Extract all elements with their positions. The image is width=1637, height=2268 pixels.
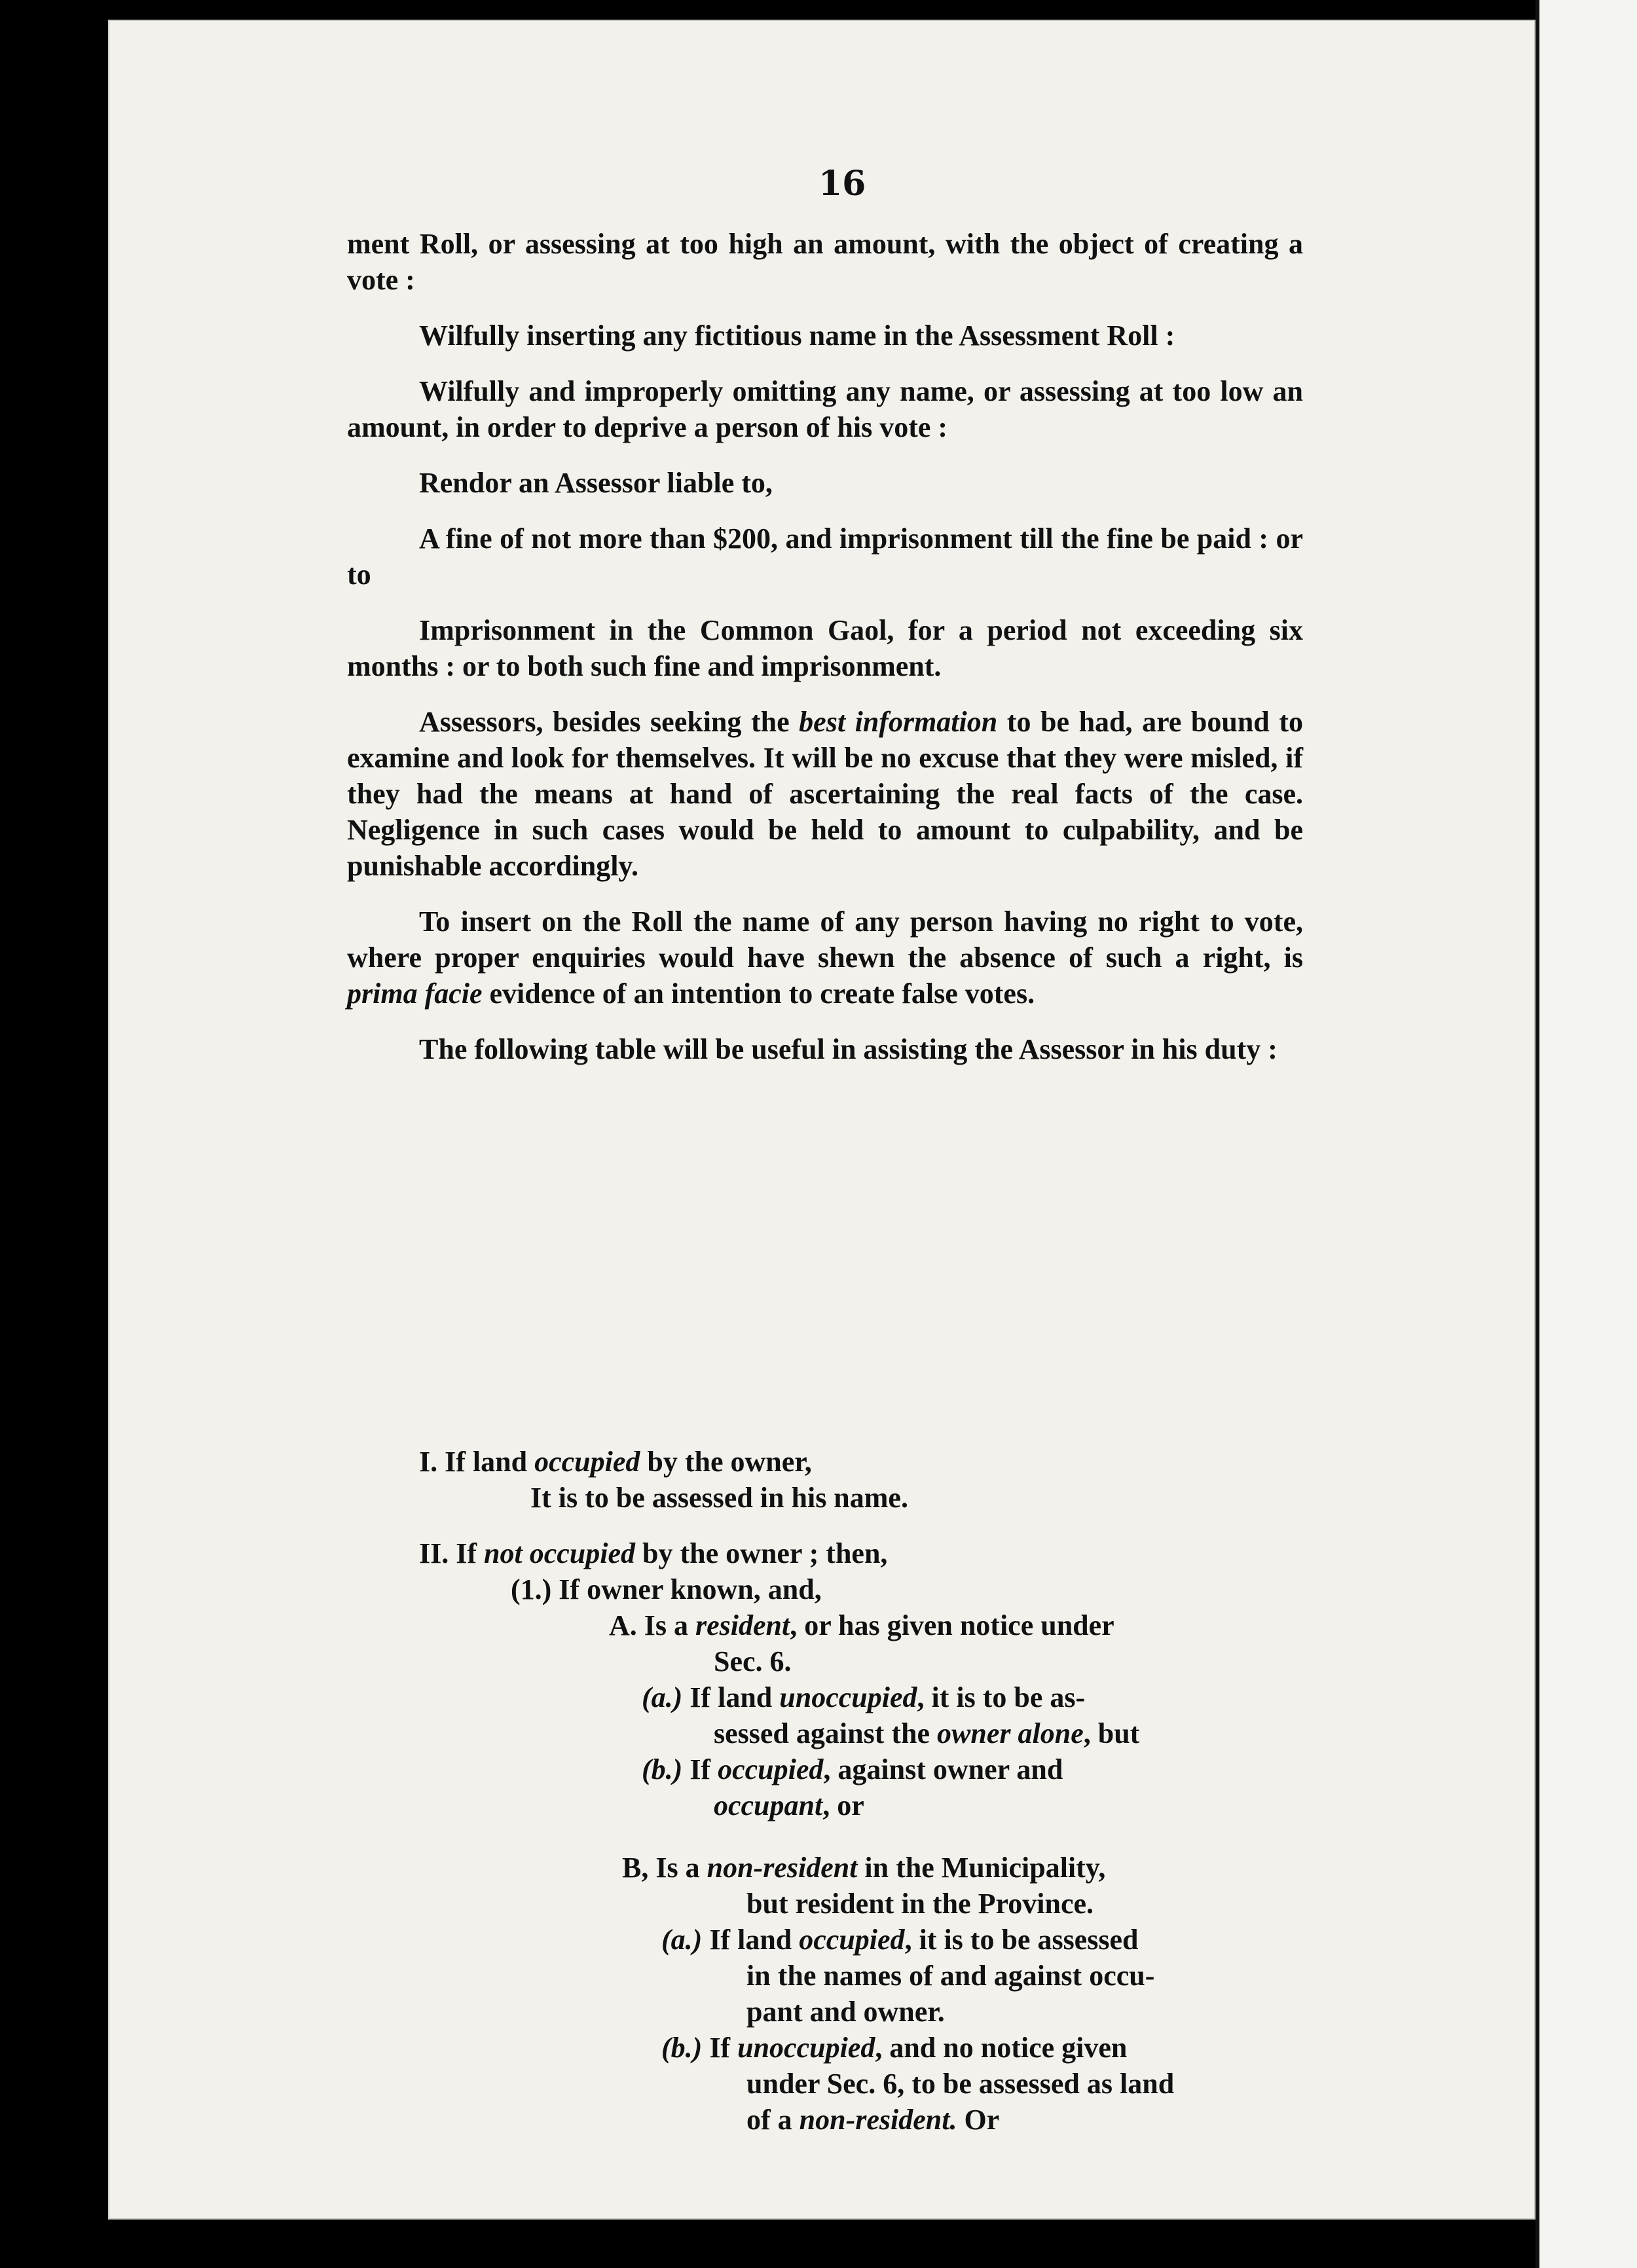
adjacent-page-edge (1536, 0, 1637, 2268)
paragraph-table-intro: The following table will be useful in assisting the Assessor in his duty : (419, 1033, 1278, 1065)
body-text (347, 226, 1303, 1087)
list-item-B-a: (a.) If land occupied, it is to be assessed (661, 1924, 1139, 1956)
list-item-A: A. Is a resident, or has given notice under (609, 1609, 1114, 1641)
list-item-A-cont: Sec. 6. (714, 1645, 792, 1677)
list-item-B-b: (b.) If unoccupied, and no notice given (661, 2032, 1128, 2064)
paragraph-assessors (347, 704, 1303, 884)
list-item-B-cont: but resident in the Province. (746, 1888, 1094, 1920)
text-run: To insert on the Roll the name of any person having no right to vote, where proper enquiries would have shewn the absence of such a right, is (347, 905, 1303, 974)
list-item-B-a-cont2: pant and owner. (746, 1996, 945, 2028)
list-item-i-sub: It is to be assessed in his name. (530, 1482, 908, 1514)
list-item-i: I. If land occupied by the owner, (419, 1446, 812, 1478)
list-item-A-b: (b.) If occupied, against owner and (642, 1753, 1063, 1785)
list-item-A-a: (a.) If land unoccupied, it is to be as- (642, 1681, 1086, 1713)
italic-run: prima facie (347, 978, 483, 1010)
italic-run: best information (799, 706, 998, 738)
text-run: to be had, are bound to examine and look for themselves. It will be no excuse that they were misled, if they had the means at hand of ascertaining the real facts of the case. Negligence in such cases would be held to amount to culpability, and be punishable accordingly. (347, 706, 1303, 882)
text-run: Assessors, besides seeking the (419, 706, 800, 738)
list-item-B-b-cont2: of a non-resident. Or (746, 2104, 1000, 2136)
list-item-B-b-cont: under Sec. 6, to be assessed as land (746, 2068, 1175, 2100)
list-item-1: (1.) If owner known, and, (511, 1573, 822, 1605)
list-item-ii: II. If not occupied by the owner ; then, (419, 1537, 888, 1569)
paragraph: Wilfully and improperly omitting any name, or assessing at too low an amount, in order to deprive a person of his vote : (347, 375, 1303, 443)
list-item-B: B, Is a non-resident in the Municipality, (622, 1852, 1106, 1884)
paragraph: Imprisonment in the Common Gaol, for a period not exceeding six months : or to both such fine and imprisonment. (347, 614, 1303, 682)
paragraph: Rendor an Assessor liable to, (419, 467, 773, 499)
list-item-B-a-cont: in the names of and against occu- (746, 1960, 1155, 1992)
paragraph: ment Roll, or assessing at too high an amount, with the object of creating a vote : (347, 228, 1303, 296)
assessment-table (347, 1444, 1303, 2138)
list-item-A-b-cont: occupant, or (714, 1789, 864, 1821)
list-item-A-a-cont: sessed against the owner alone, but (714, 1717, 1140, 1749)
paragraph: A fine of not more than $200, and imprisonment till the fine be paid : or to (347, 522, 1303, 591)
paragraph-insert (347, 904, 1303, 1012)
text-run: evidence of an intention to create false votes. (482, 978, 1035, 1010)
paragraph: Wilfully inserting any fictitious name in the Assessment Roll : (419, 320, 1175, 352)
page-number: 16 (819, 164, 866, 204)
